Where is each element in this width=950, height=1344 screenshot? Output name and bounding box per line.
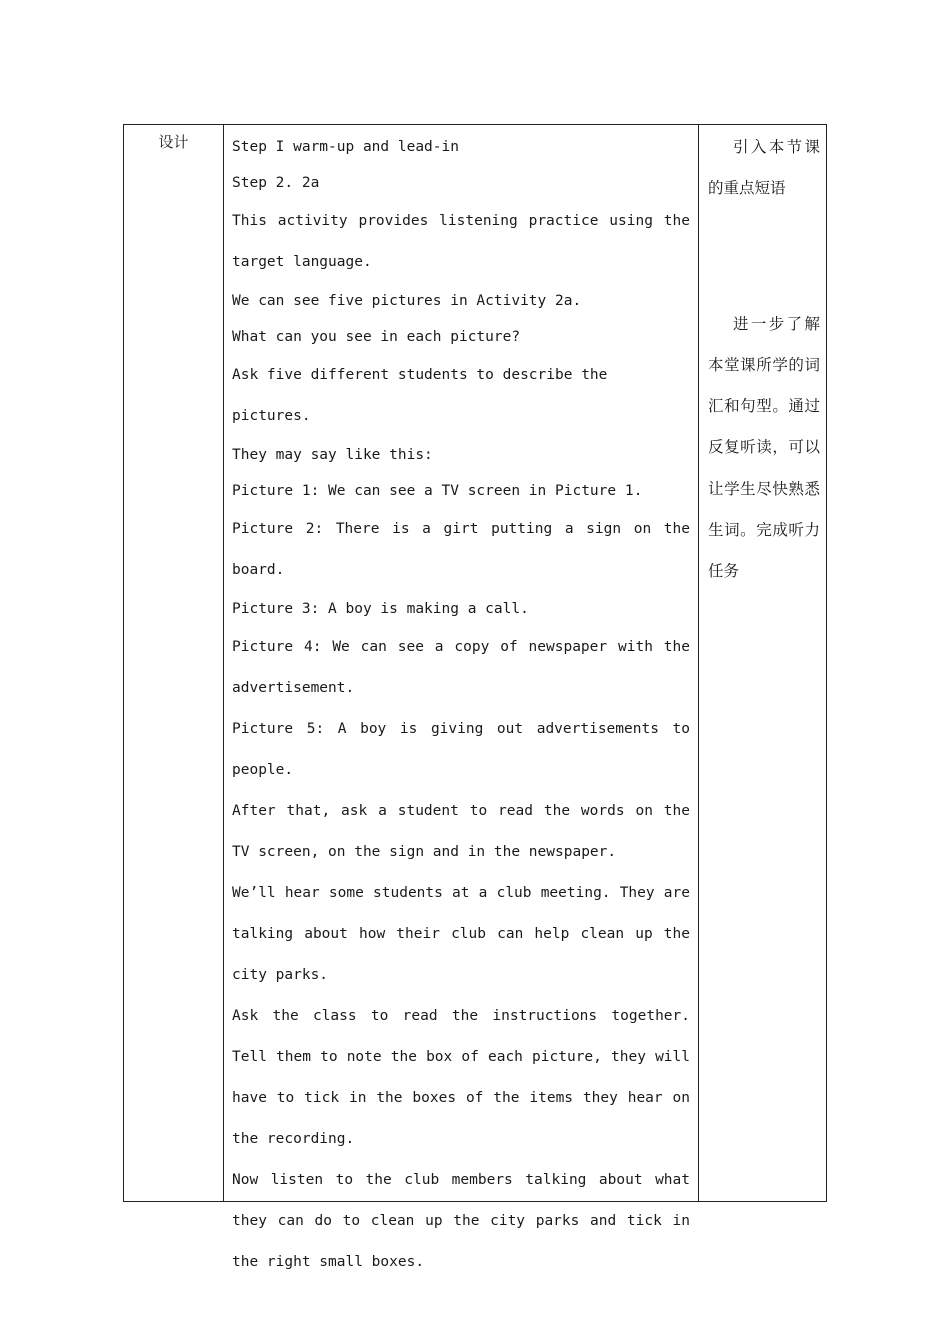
text-line: They may say like this: [232, 447, 433, 463]
text-line: Picture 1: We can see a TV screen in Picture 1. [232, 483, 643, 499]
lesson-table [123, 124, 827, 1270]
text-line: Picture 4: We can see a copy of newspaper with the advertisement. [232, 639, 690, 696]
text-line: This activity provides listening practice using the target language. [232, 213, 690, 270]
design-notes [708, 127, 820, 593]
text-line: Picture 2: There is a girt putting a sign on the board. [232, 521, 690, 578]
text-line: Ask the class to read the instructions together. Tell them to note the box of each picture, they will have to tick in the boxes of the items they hear on the recording. [232, 1008, 690, 1147]
column-divider [698, 125, 699, 1201]
column-divider [223, 125, 224, 1201]
note-lead-in: 引入本节课的重点短语 [708, 138, 820, 198]
text-line: After that, ask a student to read the words on the TV screen, on the sign and in the newspaper. [232, 803, 690, 860]
note-listening: 进一步了解本堂课所学的词汇和句型。通过反复听读，可以让学生尽快熟悉生词。完成听力任务 [708, 314, 820, 581]
text-line: Step 2. 2a [232, 175, 320, 191]
text-line: Now listen to the club members talking about what they can do to clean up the city parks and tick in the right small boxes. [232, 1172, 690, 1270]
text-line: Step I warm-up and lead-in [232, 139, 459, 155]
text-line: Picture 3: A boy is making a call. [232, 601, 529, 617]
procedure-text [232, 129, 690, 1283]
row-label: 设计 [158, 133, 189, 151]
text-line: Ask five different students to describe the pictures. [232, 367, 608, 424]
text-line: We can see five pictures in Activity 2a. [232, 293, 582, 309]
text-line: We’ll hear some students at a club meeting. They are talking about how their club can help clean up the city parks. [232, 885, 690, 983]
text-line: Picture 5: A boy is giving out advertisements to people. [232, 721, 690, 778]
text-line: What can you see in each picture? [232, 329, 521, 345]
